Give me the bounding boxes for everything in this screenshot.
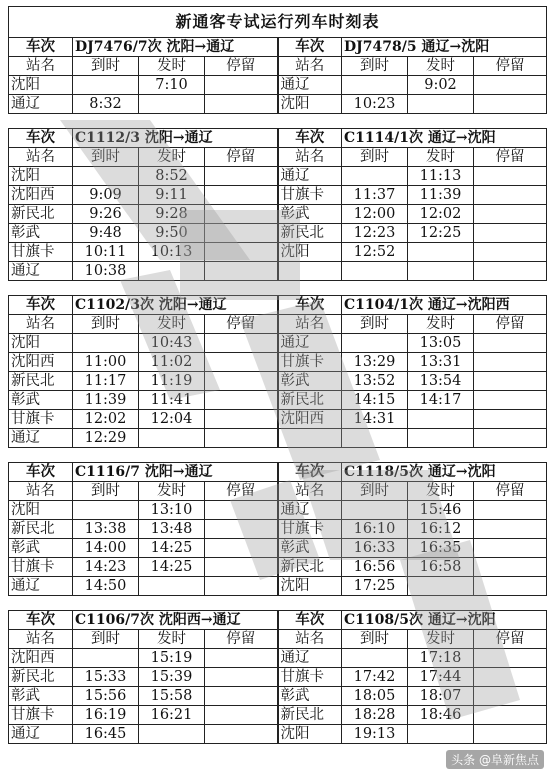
station-cell: 通辽 (278, 649, 342, 668)
train-number: C1112/3 沈阳→通辽 (73, 129, 278, 148)
column-header-row (9, 482, 547, 501)
station-cell: 沈阳 (9, 76, 73, 95)
train-label: 车次 (9, 611, 73, 630)
column-header-row (9, 57, 547, 76)
arrive-cell: 19:13 (342, 725, 408, 744)
table-row (9, 372, 547, 391)
station-cell: 新民北 (278, 391, 342, 410)
depart-header: 发时 (408, 57, 474, 76)
depart-header: 发时 (139, 630, 205, 649)
depart-cell: 9:28 (139, 205, 205, 224)
empty-cell (474, 429, 547, 448)
stop-cell (474, 95, 547, 114)
station-header: 站名 (9, 630, 73, 649)
table-row (9, 262, 547, 281)
depart-header: 发时 (408, 482, 474, 501)
stop-cell (474, 167, 547, 186)
train-number: DJ7476/7次 沈阳→通辽 (73, 38, 278, 57)
depart-cell: 10:43 (139, 334, 205, 353)
station-cell: 彰武 (278, 205, 342, 224)
arrive-header: 到时 (342, 148, 408, 167)
arrive-cell: 10:23 (342, 95, 408, 114)
stop-cell (205, 372, 278, 391)
stop-cell (474, 520, 547, 539)
depart-cell (139, 725, 205, 744)
stop-cell (205, 243, 278, 262)
stop-header: 停留 (205, 630, 278, 649)
stop-cell (205, 76, 278, 95)
column-header-row (9, 630, 547, 649)
stop-cell (474, 334, 547, 353)
source-credit: 头条 @阜新焦点 (446, 750, 544, 769)
arrive-cell: 13:38 (73, 520, 139, 539)
station-cell: 沈阳 (9, 334, 73, 353)
stop-header: 停留 (474, 630, 547, 649)
stop-cell (474, 372, 547, 391)
block-spacer (9, 448, 547, 463)
station-header: 站名 (9, 482, 73, 501)
arrive-cell (342, 167, 408, 186)
stop-cell (205, 353, 278, 372)
train-number: C1104/1次 通辽→沈阳西 (342, 296, 547, 315)
arrive-header: 到时 (342, 482, 408, 501)
station-cell: 新民北 (278, 224, 342, 243)
depart-cell: 11:39 (408, 186, 474, 205)
station-cell: 甘旗卡 (278, 186, 342, 205)
stop-cell (474, 649, 547, 668)
station-cell: 甘旗卡 (278, 353, 342, 372)
arrive-cell: 11:37 (342, 186, 408, 205)
stop-cell (205, 167, 278, 186)
arrive-cell (342, 334, 408, 353)
station-cell: 彰武 (9, 687, 73, 706)
stop-header: 停留 (205, 148, 278, 167)
depart-cell: 12:04 (139, 410, 205, 429)
depart-cell: 18:07 (408, 687, 474, 706)
station-cell: 彰武 (278, 539, 342, 558)
depart-cell: 9:02 (408, 76, 474, 95)
arrive-cell: 16:10 (342, 520, 408, 539)
arrive-cell: 14:00 (73, 539, 139, 558)
arrive-cell: 16:56 (342, 558, 408, 577)
arrive-cell (73, 167, 139, 186)
arrive-header: 到时 (342, 630, 408, 649)
depart-header: 发时 (139, 315, 205, 334)
stop-cell (205, 558, 278, 577)
table-row (9, 186, 547, 205)
depart-cell: 10:13 (139, 243, 205, 262)
station-header: 站名 (9, 57, 73, 76)
stop-cell (205, 186, 278, 205)
stop-cell (474, 243, 547, 262)
arrive-cell: 17:25 (342, 577, 408, 596)
train-label: 车次 (9, 38, 73, 57)
stop-cell (205, 706, 278, 725)
table-row (9, 167, 547, 186)
station-cell: 彰武 (9, 224, 73, 243)
table-row (9, 520, 547, 539)
table-row (9, 95, 547, 114)
station-cell: 彰武 (9, 539, 73, 558)
station-cell: 通辽 (9, 725, 73, 744)
empty-cell (278, 429, 342, 448)
stop-cell (205, 577, 278, 596)
block-spacer (9, 596, 547, 611)
table-row (9, 224, 547, 243)
depart-cell (139, 577, 205, 596)
stop-cell (474, 668, 547, 687)
depart-cell: 16:35 (408, 539, 474, 558)
table-row (9, 577, 547, 596)
depart-cell: 11:02 (139, 353, 205, 372)
station-header: 站名 (9, 315, 73, 334)
station-cell: 甘旗卡 (9, 558, 73, 577)
train-number: C1108/5次 通辽→沈阳 (342, 611, 547, 630)
table-row (9, 410, 547, 429)
station-header: 站名 (278, 57, 342, 76)
station-cell: 沈阳西 (9, 186, 73, 205)
station-cell: 通辽 (9, 262, 73, 281)
depart-header: 发时 (139, 148, 205, 167)
table-row (9, 539, 547, 558)
stop-cell (205, 520, 278, 539)
depart-cell: 13:05 (408, 334, 474, 353)
table-row (9, 725, 547, 744)
depart-cell: 11:41 (139, 391, 205, 410)
arrive-cell: 10:11 (73, 243, 139, 262)
stop-cell (205, 501, 278, 520)
depart-cell: 13:31 (408, 353, 474, 372)
stop-cell (205, 725, 278, 744)
train-header-row (9, 129, 547, 148)
depart-cell: 15:46 (408, 501, 474, 520)
arrive-header: 到时 (342, 57, 408, 76)
arrive-cell (342, 501, 408, 520)
train-label: 车次 (278, 296, 342, 315)
spacer-cell (9, 114, 547, 129)
depart-cell: 14:25 (139, 539, 205, 558)
timetable-sheet (8, 6, 546, 744)
arrive-cell (73, 76, 139, 95)
station-header: 站名 (278, 148, 342, 167)
train-label: 车次 (9, 463, 73, 482)
depart-cell: 14:17 (408, 391, 474, 410)
arrive-header: 到时 (73, 57, 139, 76)
depart-cell: 15:39 (139, 668, 205, 687)
depart-header: 发时 (408, 630, 474, 649)
empty-cell (408, 429, 474, 448)
depart-cell (139, 95, 205, 114)
arrive-cell (73, 334, 139, 353)
table-row (9, 558, 547, 577)
station-cell: 沈阳西 (9, 649, 73, 668)
station-cell: 甘旗卡 (278, 520, 342, 539)
arrive-cell: 12:29 (73, 429, 139, 448)
depart-cell: 16:58 (408, 558, 474, 577)
stop-cell (474, 558, 547, 577)
train-number: C1118/5次 通辽→沈阳 (342, 463, 547, 482)
table-row (9, 687, 547, 706)
depart-cell: 7:10 (139, 76, 205, 95)
station-header: 站名 (9, 148, 73, 167)
stop-cell (205, 668, 278, 687)
depart-cell: 15:19 (139, 649, 205, 668)
stop-cell (205, 95, 278, 114)
train-number: C1114/1次 通辽→沈阳 (342, 129, 547, 148)
arrive-cell: 13:52 (342, 372, 408, 391)
arrive-cell: 14:31 (342, 410, 408, 429)
station-cell: 沈阳西 (9, 353, 73, 372)
train-label: 车次 (278, 38, 342, 57)
station-cell: 新民北 (9, 372, 73, 391)
page-title: 新通客专试运行列车时刻表 (9, 7, 547, 38)
arrive-cell: 14:50 (73, 577, 139, 596)
stop-cell (205, 262, 278, 281)
empty-cell (474, 262, 547, 281)
stop-cell (474, 224, 547, 243)
station-cell: 通辽 (9, 95, 73, 114)
arrive-cell: 12:02 (73, 410, 139, 429)
station-cell: 彰武 (278, 687, 342, 706)
train-label: 车次 (9, 129, 73, 148)
stop-cell (205, 687, 278, 706)
depart-cell (408, 577, 474, 596)
arrive-cell (342, 76, 408, 95)
timetable (8, 6, 547, 744)
depart-cell: 18:46 (408, 706, 474, 725)
station-cell: 沈阳 (278, 95, 342, 114)
train-header-row (9, 296, 547, 315)
spacer-cell (9, 281, 547, 296)
stop-header: 停留 (205, 57, 278, 76)
arrive-header: 到时 (73, 630, 139, 649)
train-label: 车次 (278, 129, 342, 148)
stop-cell (474, 539, 547, 558)
arrive-cell: 14:15 (342, 391, 408, 410)
depart-cell: 17:18 (408, 649, 474, 668)
train-number: C1106/7次 沈阳西→通辽 (73, 611, 278, 630)
stop-cell (205, 205, 278, 224)
station-cell: 沈阳 (278, 577, 342, 596)
station-cell: 沈阳 (278, 243, 342, 262)
station-cell: 沈阳 (9, 167, 73, 186)
column-header-row (9, 148, 547, 167)
station-cell: 新民北 (9, 205, 73, 224)
station-cell: 通辽 (278, 167, 342, 186)
depart-cell (408, 243, 474, 262)
stop-cell (474, 353, 547, 372)
depart-cell (139, 429, 205, 448)
stop-cell (474, 186, 547, 205)
empty-cell (342, 262, 408, 281)
arrive-cell: 16:19 (73, 706, 139, 725)
depart-cell: 11:19 (139, 372, 205, 391)
table-row (9, 649, 547, 668)
stop-cell (474, 391, 547, 410)
arrive-cell: 11:39 (73, 391, 139, 410)
depart-cell (408, 95, 474, 114)
depart-cell: 11:13 (408, 167, 474, 186)
station-cell: 通辽 (278, 501, 342, 520)
station-cell: 通辽 (278, 76, 342, 95)
stop-header: 停留 (474, 315, 547, 334)
arrive-cell: 9:26 (73, 205, 139, 224)
block-spacer (9, 281, 547, 296)
arrive-cell: 12:52 (342, 243, 408, 262)
stop-cell (205, 539, 278, 558)
station-cell: 通辽 (9, 429, 73, 448)
arrive-cell: 13:29 (342, 353, 408, 372)
arrive-header: 到时 (73, 148, 139, 167)
stop-cell (205, 410, 278, 429)
depart-cell: 16:12 (408, 520, 474, 539)
depart-cell: 17:44 (408, 668, 474, 687)
train-label: 车次 (9, 296, 73, 315)
station-header: 站名 (278, 630, 342, 649)
depart-cell: 13:48 (139, 520, 205, 539)
depart-cell: 8:52 (139, 167, 205, 186)
stop-header: 停留 (474, 482, 547, 501)
station-cell: 通辽 (9, 577, 73, 596)
depart-cell: 13:10 (139, 501, 205, 520)
depart-cell: 9:11 (139, 186, 205, 205)
arrive-cell: 15:33 (73, 668, 139, 687)
depart-cell: 12:02 (408, 205, 474, 224)
spacer-cell (9, 448, 547, 463)
arrive-cell: 9:48 (73, 224, 139, 243)
arrive-cell: 18:28 (342, 706, 408, 725)
depart-header: 发时 (139, 482, 205, 501)
arrive-cell: 11:00 (73, 353, 139, 372)
table-row (9, 501, 547, 520)
train-label: 车次 (278, 463, 342, 482)
arrive-cell: 12:23 (342, 224, 408, 243)
station-cell: 甘旗卡 (9, 243, 73, 262)
arrive-header: 到时 (342, 315, 408, 334)
station-cell: 甘旗卡 (9, 410, 73, 429)
stop-cell (474, 501, 547, 520)
arrive-cell (73, 649, 139, 668)
table-row (9, 205, 547, 224)
station-cell: 甘旗卡 (278, 668, 342, 687)
depart-cell: 16:21 (139, 706, 205, 725)
station-cell: 沈阳 (278, 725, 342, 744)
station-header: 站名 (278, 482, 342, 501)
arrive-cell: 16:45 (73, 725, 139, 744)
table-row (9, 243, 547, 262)
depart-cell (408, 725, 474, 744)
arrive-cell: 17:42 (342, 668, 408, 687)
arrive-cell: 12:00 (342, 205, 408, 224)
depart-cell: 9:50 (139, 224, 205, 243)
stop-cell (474, 687, 547, 706)
train-number: DJ7478/5 通辽→沈阳 (342, 38, 547, 57)
arrive-cell (73, 501, 139, 520)
stop-cell (205, 334, 278, 353)
column-header-row (9, 315, 547, 334)
depart-header: 发时 (408, 148, 474, 167)
station-cell: 沈阳 (9, 501, 73, 520)
depart-header: 发时 (139, 57, 205, 76)
station-cell: 新民北 (9, 520, 73, 539)
arrive-cell: 16:33 (342, 539, 408, 558)
stop-cell (205, 391, 278, 410)
arrive-header: 到时 (73, 315, 139, 334)
arrive-cell: 8:32 (73, 95, 139, 114)
empty-cell (342, 429, 408, 448)
stop-header: 停留 (474, 148, 547, 167)
table-row (9, 429, 547, 448)
station-cell: 彰武 (9, 391, 73, 410)
stop-cell (474, 76, 547, 95)
table-row (9, 668, 547, 687)
table-row (9, 391, 547, 410)
depart-cell: 12:25 (408, 224, 474, 243)
train-header-row (9, 611, 547, 630)
arrive-cell: 18:05 (342, 687, 408, 706)
table-row (9, 76, 547, 95)
depart-cell (408, 410, 474, 429)
arrive-header: 到时 (73, 482, 139, 501)
arrive-cell (342, 649, 408, 668)
train-label: 车次 (278, 611, 342, 630)
spacer-cell (9, 596, 547, 611)
station-cell: 新民北 (9, 668, 73, 687)
station-cell: 新民北 (278, 558, 342, 577)
depart-cell: 13:54 (408, 372, 474, 391)
train-header-row (9, 463, 547, 482)
arrive-cell: 10:38 (73, 262, 139, 281)
empty-cell (408, 262, 474, 281)
depart-header: 发时 (408, 315, 474, 334)
stop-header: 停留 (205, 482, 278, 501)
depart-cell (139, 262, 205, 281)
empty-cell (278, 262, 342, 281)
train-header-row (9, 38, 547, 57)
table-row (9, 706, 547, 725)
station-cell: 彰武 (278, 372, 342, 391)
station-cell: 沈阳西 (278, 410, 342, 429)
arrive-cell: 11:17 (73, 372, 139, 391)
stop-header: 停留 (205, 315, 278, 334)
train-number: C1116/7 沈阳→通辽 (73, 463, 278, 482)
table-row (9, 334, 547, 353)
stop-cell (474, 725, 547, 744)
stop-cell (474, 205, 547, 224)
stop-cell (205, 429, 278, 448)
depart-cell: 15:58 (139, 687, 205, 706)
stop-cell (474, 577, 547, 596)
station-cell: 通辽 (278, 334, 342, 353)
stop-header: 停留 (474, 57, 547, 76)
station-header: 站名 (278, 315, 342, 334)
station-cell: 新民北 (278, 706, 342, 725)
stop-cell (474, 410, 547, 429)
stop-cell (474, 706, 547, 725)
arrive-cell: 15:56 (73, 687, 139, 706)
arrive-cell: 9:09 (73, 186, 139, 205)
stop-cell (205, 649, 278, 668)
arrive-cell: 14:23 (73, 558, 139, 577)
depart-cell: 14:25 (139, 558, 205, 577)
train-number: C1102/3次 沈阳→通辽 (73, 296, 278, 315)
block-spacer (9, 114, 547, 129)
table-row (9, 353, 547, 372)
stop-cell (205, 224, 278, 243)
station-cell: 甘旗卡 (9, 706, 73, 725)
